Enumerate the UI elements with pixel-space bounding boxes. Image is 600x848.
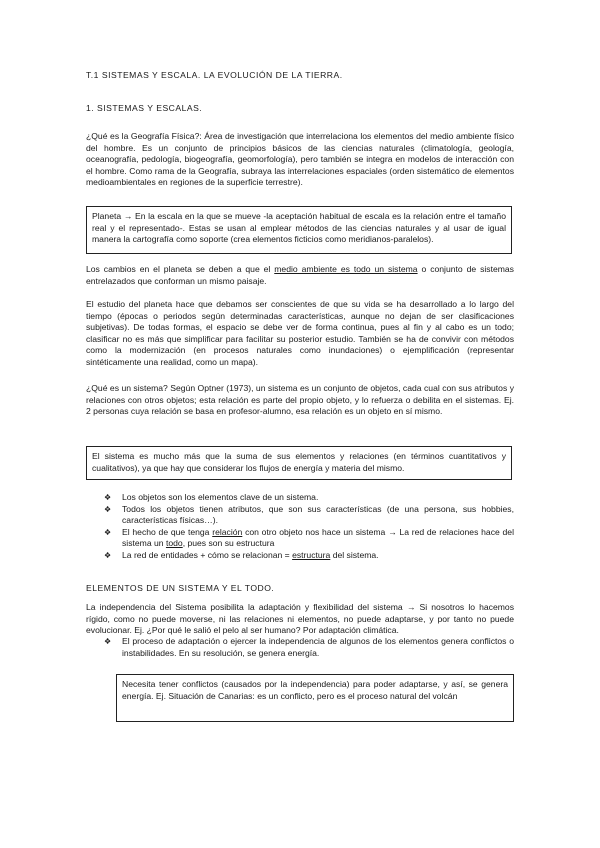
- note-box-sistema: [86, 446, 512, 480]
- list-item: ❖ El proceso de adaptación o ejercer la independencia de algunos de los elementos genera conflictos o instabilidades. En su resolución, se genera energía.: [104, 636, 514, 659]
- underlined-word: relación: [212, 526, 243, 537]
- paragraph-text: o conjunto de sistemas entrelazados que conforman un mismo paisaje.: [86, 264, 514, 286]
- paragraph-independencia: La independencia del Sistema posibilita la adaptación y flexibilidad del sistema → Si nosotros lo hacemos rígido, como no puede moverse, ni las relaciones ni elementos, no puede adaptarse, y por tanto no puede evolucionar. Ej. ¿Por qué le salió el pelo al ser humano? Por adaptación climática.: [86, 602, 514, 636]
- paragraph-estudio-planeta: El estudio del planeta hace que debamos ser conscientes de que su vida se ha desarrollado a lo largo del tiempo (épocas o periodos según determinadas características, aunque no dejan de ser clasificaciones subjetivas). De todas formas, el espacio se debe ver de forma continua, pues al fin y al cabo es un todo; clasificar no es más que simplificar para facilitar su posterior estudio. También se ha de convivir con métodos como la modernización (en procesos naturales como inundaciones) o ejemplificación (representar sintéticamente una realidad, como un mapa).: [86, 299, 514, 367]
- bullet-list-adaptacion: [104, 636, 514, 659]
- list-text: con otro objeto nos hace un sistema → La red de relaciones hace del sistema un: [122, 526, 514, 549]
- note-box-planeta: [86, 206, 512, 254]
- paragraph-cambios-planeta: [86, 264, 514, 287]
- note-box-sistema-text: El sistema es mucho más que la suma de sus elementos y relaciones (en términos cuantitativos y cualitativos), ya que hay que considerar los flujos de energía y materia del mismo.: [92, 451, 506, 473]
- list-text: , pues son su estructura: [182, 538, 275, 549]
- paragraph-que-es-sistema: ¿Qué es un sistema? Según Optner (1973), un sistema es un conjunto de objetos, cada cual con sus atributos y relaciones con otros objetos; esta relación es parte del propio objeto, y lo refuerza o debilita en el sistemas. Ej. 2 personas cuya relación se basa en profesor-alumno, esa relación es un objeto en sí mismo.: [86, 383, 514, 417]
- section-heading-sistemas-escalas: 1. SISTEMAS Y ESCALAS.: [86, 103, 203, 113]
- list-text: del sistema.: [330, 549, 379, 560]
- list-item: [104, 527, 514, 550]
- note-box-conflictos: [116, 674, 514, 722]
- list-item: [104, 550, 514, 562]
- underlined-word: estructura: [292, 549, 331, 560]
- document-title: T.1 SISTEMAS Y ESCALA. LA EVOLUCIÓN DE LA TIERRA.: [86, 70, 343, 80]
- list-item: ❖ Los objetos son los elementos clave de un sistema.: [104, 492, 514, 504]
- list-text: La red de entidades + cómo se relacionan =: [122, 549, 293, 560]
- list-text: El hecho de que tenga: [122, 526, 213, 537]
- list-item: ❖ Todos los objetos tienen atributos, que son sus características (de una persona, sus hobbies, características físicas…).: [104, 504, 514, 527]
- note-box-planeta-text: Planeta → En la escala en la que se mueve -la aceptación habitual de escala es la relación entre el tamaño real y el representado-. Estas se usan al emplear métodos de las ciencias naturales y al usar de igual manera la cartografía como soporte (crea elementos ficticios como meridianos-paralelos).: [92, 211, 506, 245]
- underlined-word: todo: [165, 538, 183, 549]
- bullet-list-objetos: [104, 492, 514, 562]
- note-box-conflictos-text: Necesita tener conflictos (causados por la independencia) para poder adaptarse, y así, se genera energía. Ej. Situación de Canarias: es un conflicto, pero es el proceso natural del volcán: [122, 679, 508, 701]
- paragraph-text: Los cambios en el planeta se deben a que el: [86, 264, 275, 274]
- paragraph-geografia-fisica: ¿Qué es la Geografía Física?: Área de investigación que interrelaciona los elementos del medio ambiente físico del hombre. Es un conjunto de principios básicos de las ciencias naturales (climatología, geología, oceanografía, pedología, biogeografía, geomorfología), pero también se integra en modelos de interacción con el hombre. Como rama de la Geografía, subraya las interrelaciones espaciales (orden sistemático de elementos medioambientales en regiones de la superficie terrestre).: [86, 131, 514, 188]
- underlined-phrase: medio ambiente es todo un sistema: [274, 264, 418, 274]
- section-heading-elementos: ELEMENTOS DE UN SISTEMA Y EL TODO.: [86, 583, 275, 593]
